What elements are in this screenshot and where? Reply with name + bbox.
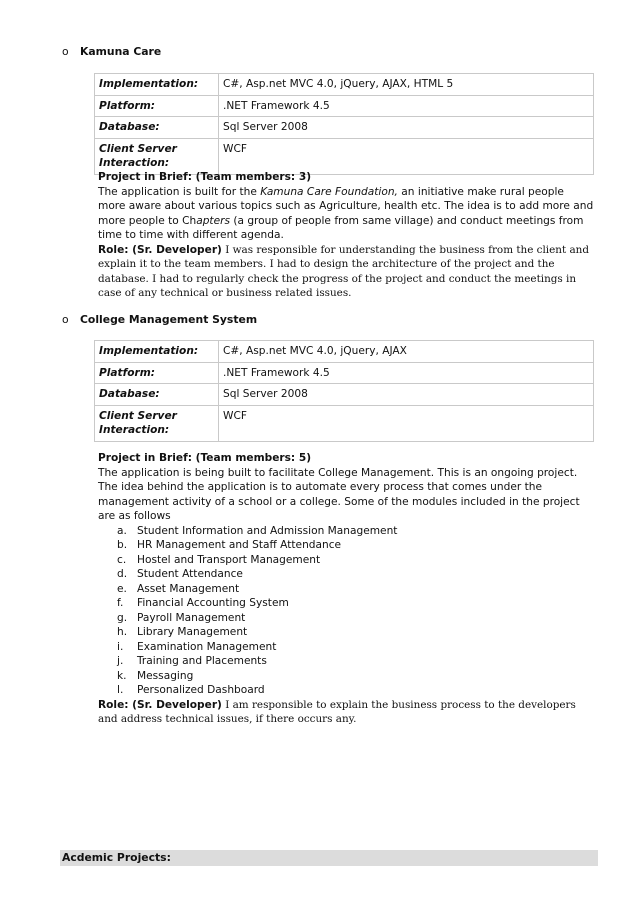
list-item xyxy=(98,553,594,568)
list-item-text: Messaging xyxy=(137,669,194,682)
list-marker: i. xyxy=(117,640,124,653)
project-brief-kamuna-care xyxy=(98,170,594,301)
project-description xyxy=(98,185,594,243)
role-text: I was responsible for understanding the business from the client and explain it to the team members. I had to design the architecture of the project and the database. I had to regularly check the progress of the project and conduct the meetings in case of any technical or business related issues. xyxy=(98,243,589,299)
list-item xyxy=(98,611,594,626)
spec-row xyxy=(95,362,594,384)
module-list xyxy=(98,524,594,698)
spec-value: C#, Asp.net MVC 4.0, jQuery, AJAX, HTML 5 xyxy=(219,74,594,96)
project-heading-college-management xyxy=(62,313,257,328)
spec-value: Sql Server 2008 xyxy=(219,117,594,139)
bullet-marker: o xyxy=(62,45,69,58)
bullet-marker: o xyxy=(62,313,69,326)
project-heading-kamuna-care xyxy=(62,45,161,60)
spec-value: .NET Framework 4.5 xyxy=(219,95,594,117)
description-text: (a group of people from same village) and conduct meetings from time to time with different agenda. xyxy=(98,214,584,241)
list-item-text: Payroll Management xyxy=(137,611,246,624)
list-marker: f. xyxy=(117,597,124,609)
description-text: an initiative make rural people more aware about various topics such as Agriculture, health etc. The idea is to add more and more people to Ch xyxy=(98,185,594,227)
project-title: Kamuna Care xyxy=(80,45,162,58)
role-text: I am responsible to explain the business process to the developers and address technical issues, if there occurs any. xyxy=(98,698,576,725)
list-item xyxy=(98,640,594,655)
spec-row xyxy=(95,117,594,139)
spec-key: Client Server Interaction: xyxy=(95,405,219,441)
project-description: The application is being built to facilitate College Management. This is an ongoing project. The idea behind the application is to automate every process that comes under the management activity of a school or a college. Some of the modules included in the project are as follows xyxy=(98,466,580,522)
list-item xyxy=(98,654,594,669)
spec-key: Platform: xyxy=(95,95,219,117)
spec-row xyxy=(95,384,594,406)
list-marker: a. xyxy=(117,524,127,537)
spec-value: Sql Server 2008 xyxy=(219,384,594,406)
spec-table-kamuna-care xyxy=(94,73,594,175)
list-item xyxy=(98,625,594,640)
role-paragraph xyxy=(98,243,594,301)
list-marker: b. xyxy=(117,539,128,551)
spec-value: WCF xyxy=(219,138,594,174)
list-marker: g. xyxy=(117,611,128,624)
spec-row xyxy=(95,341,594,363)
spec-value: WCF xyxy=(219,405,594,441)
role-label: Role: (Sr. Developer) xyxy=(98,243,222,256)
description-text: The application is built for the xyxy=(98,185,261,198)
list-item-text: Hostel and Transport Management xyxy=(137,553,321,566)
spec-key: Database: xyxy=(95,117,219,139)
spec-key: Client Server Interaction: xyxy=(95,138,219,174)
description-emphasis: apters xyxy=(196,214,230,227)
list-item-text: Financial Accounting System xyxy=(137,597,289,609)
list-item-text: Student Information and Admission Management xyxy=(137,524,398,537)
list-item xyxy=(98,567,594,582)
list-item-text: Personalized Dashboard xyxy=(137,684,265,696)
brief-label: Project in Brief: (Team members: 3) xyxy=(98,171,312,183)
role-paragraph xyxy=(98,698,594,727)
list-item-text: Student Attendance xyxy=(137,568,243,580)
list-item-text: Library Management xyxy=(137,626,248,638)
brief-label: Project in Brief: (Team members: 5) xyxy=(98,452,312,464)
list-marker: c. xyxy=(117,553,127,566)
list-item xyxy=(98,538,594,553)
spec-value: C#, Asp.net MVC 4.0, jQuery, AJAX xyxy=(219,341,594,363)
list-marker: k. xyxy=(117,669,127,682)
role-label: Role: (Sr. Developer) xyxy=(98,698,222,711)
list-marker: e. xyxy=(117,582,127,595)
list-item-text: Asset Management xyxy=(137,582,240,595)
list-item xyxy=(98,582,594,597)
list-item-text: Training and Placements xyxy=(137,655,267,667)
list-item xyxy=(98,669,594,684)
list-item-text: Examination Management xyxy=(137,640,277,653)
section-heading-academic-projects: Acdemic Projects: xyxy=(60,850,598,866)
list-marker: d. xyxy=(117,568,128,580)
list-item xyxy=(98,683,594,698)
list-marker: l. xyxy=(117,684,124,696)
spec-row xyxy=(95,95,594,117)
list-marker: j. xyxy=(117,655,124,667)
list-item xyxy=(98,524,594,539)
spec-key: Platform: xyxy=(95,362,219,384)
spec-key: Database: xyxy=(95,384,219,406)
description-emphasis: Kamuna Care Foundation, xyxy=(260,185,398,198)
list-item xyxy=(98,596,594,611)
spec-table-college-management xyxy=(94,340,594,442)
list-marker: h. xyxy=(117,626,128,638)
spec-row xyxy=(95,138,594,174)
spec-row xyxy=(95,74,594,96)
spec-row xyxy=(95,405,594,441)
spec-key: Implementation: xyxy=(95,341,219,363)
project-title: College Management System xyxy=(80,313,258,326)
spec-key: Implementation: xyxy=(95,74,219,96)
spec-value: .NET Framework 4.5 xyxy=(219,362,594,384)
project-brief-college-management xyxy=(98,451,594,727)
list-item-text: HR Management and Staff Attendance xyxy=(137,539,342,551)
